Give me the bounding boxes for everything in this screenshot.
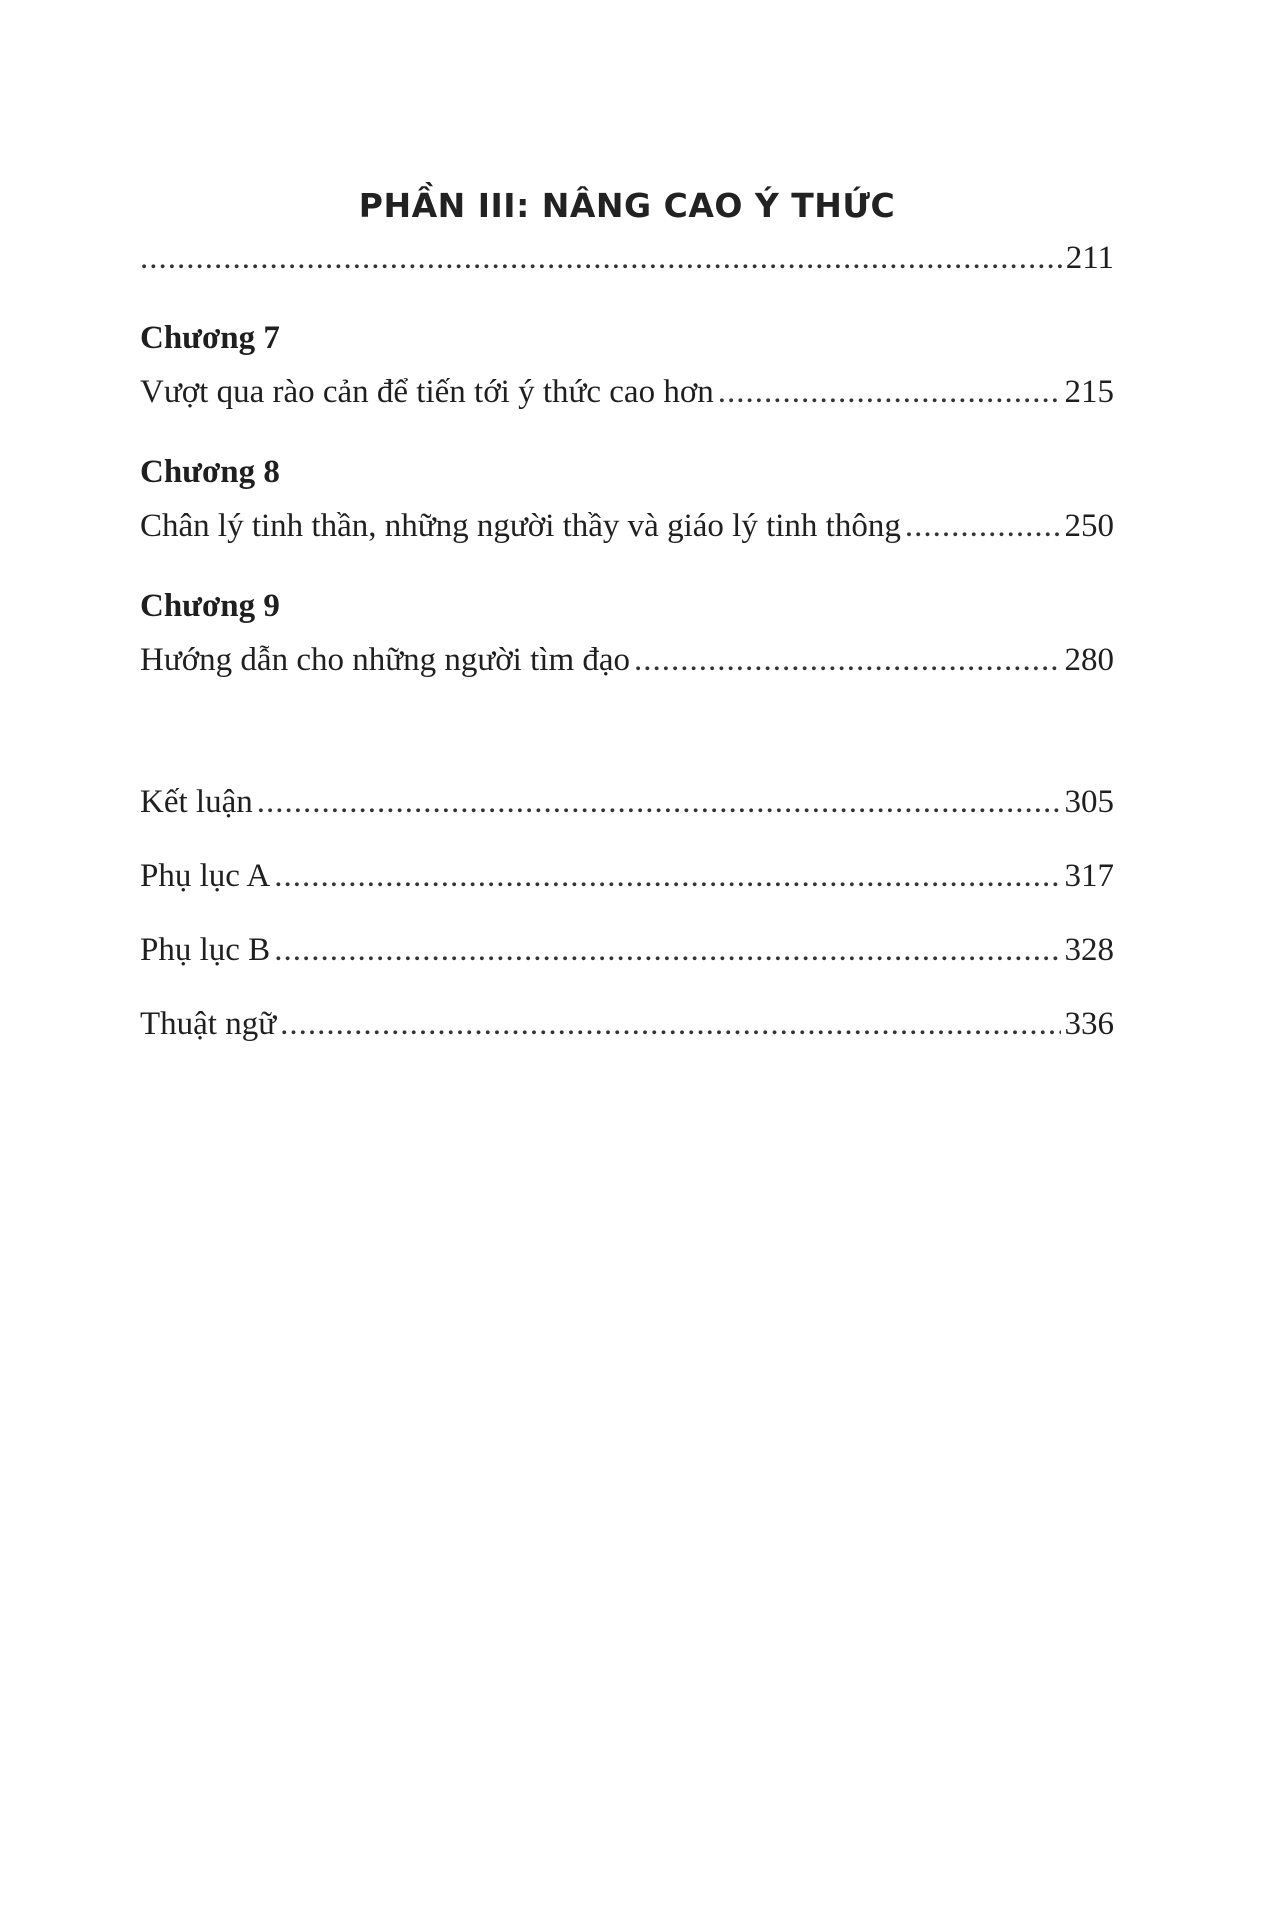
- back-matter: [140, 780, 1114, 1046]
- part-title: PHẦN III: NÂNG CAO Ý THỨC: [358, 186, 896, 225]
- table-of-contents: [140, 178, 1114, 1046]
- back-matter-entry: [140, 854, 1114, 898]
- dot-leader: [280, 1002, 1060, 1046]
- chapter-heading: Chương 7: [140, 320, 280, 356]
- back-matter-entry: [140, 780, 1114, 824]
- chapter-line: [140, 638, 1114, 682]
- page-number: 305: [1064, 784, 1114, 820]
- dot-leader: [140, 236, 1062, 280]
- dot-leader: [274, 928, 1060, 972]
- page-number: 280: [1064, 642, 1114, 678]
- chapter-heading: Chương 9: [140, 588, 280, 624]
- page-number: 215: [1064, 374, 1114, 410]
- chapter-line: [140, 370, 1114, 414]
- page-number: 328: [1064, 932, 1114, 968]
- entry-title: Kết luận: [140, 784, 253, 820]
- page-number: 336: [1064, 1006, 1114, 1042]
- dot-leader: [718, 370, 1061, 414]
- chapter-title: Chân lý tinh thần, những người thầy và giáo lý tinh thông: [140, 508, 901, 544]
- chapter-title: Vượt qua rào cản để tiến tới ý thức cao hơn: [140, 374, 714, 410]
- dot-leader: [274, 854, 1060, 898]
- part-entry: [140, 236, 1114, 280]
- back-matter-entry: [140, 928, 1114, 972]
- entry-title: Phụ lục B: [140, 932, 271, 968]
- dot-leader: [257, 780, 1061, 824]
- page-number: 317: [1064, 858, 1114, 894]
- chapter-entry: [140, 584, 1114, 682]
- chapter-entry: [140, 316, 1114, 414]
- chapter-line: [140, 504, 1114, 548]
- dot-leader: [634, 638, 1060, 682]
- entry-title: Phụ lục A: [140, 858, 271, 894]
- chapter-title: Hướng dẫn cho những người tìm đạo: [140, 642, 631, 678]
- back-matter-entry: [140, 1002, 1114, 1046]
- chapter-entry: [140, 450, 1114, 548]
- entry-title: Thuật ngữ: [140, 1006, 277, 1042]
- dot-leader: [905, 504, 1061, 548]
- page-number: 250: [1064, 508, 1114, 544]
- page-number: 211: [1065, 240, 1114, 276]
- chapter-heading: Chương 8: [140, 454, 280, 490]
